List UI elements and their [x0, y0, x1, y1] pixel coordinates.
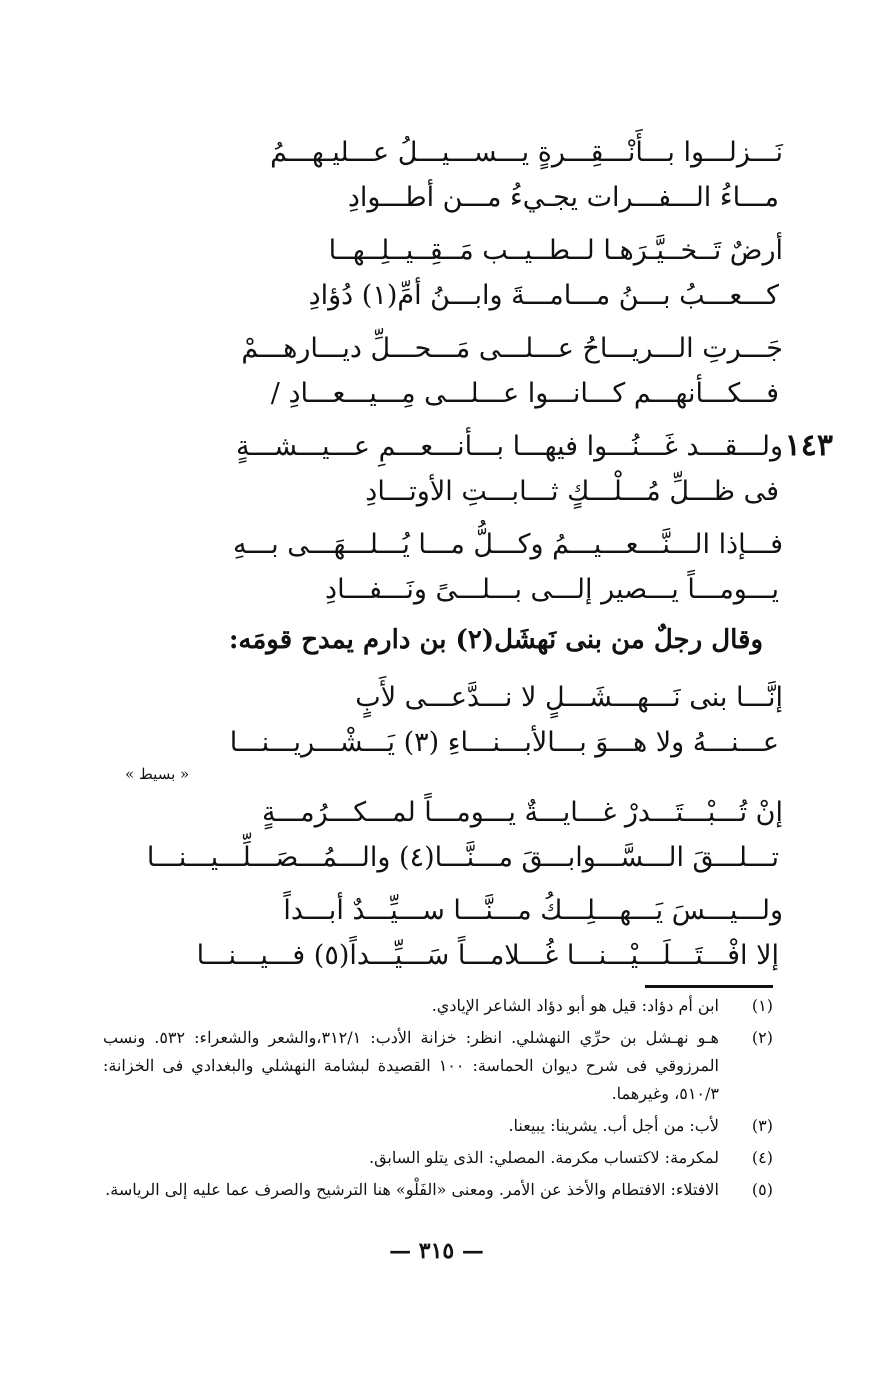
- verse-first-hemistich: أرضٌ تَــخــيَّـرَهـا لــطــيــب مَــقِــيــلِــهــا: [328, 235, 783, 266]
- footnote-number: (٣): [751, 1116, 773, 1135]
- footnote: [103, 992, 773, 1020]
- verse-first-hemistich: ولـــيـــسَ يَـــهـــلِـــكُ مـــنَّـــا ســـيِّـــدٌ أبـــداً: [283, 895, 783, 926]
- footnote-text: الافتلاء: الافتطام والأخذ عن الأمر. ومعنى «الفَلْو» هنا الترشيح والصرف عما عليه إلى الرياسة.: [105, 1180, 719, 1199]
- verse-first-hemistich: إنَّـــا بنى نَـــهـــشَـــلٍ لا نـــدَّعـــى لأَبٍ: [355, 682, 783, 713]
- verse-second-hemistich: كـــعـــبُ بـــنُ مـــامـــةَ وابـــنُ أمِّ(١) دُؤادِ: [308, 280, 779, 311]
- footnote-divider: [645, 985, 773, 988]
- footnote-text: هـو نهـشل بن حرِّي النهشلي. انظر: خزانة الأدب: ٣١٢/١،والشعر والشعراء: ٥٣٢. ونسب المرزوقي فى شرح ديوان الحماسة: ١٠٠ القصيدة لبشامة النهشلي والبغدادي فى الخزانة: ٥١٠/٣، وغيرهما.: [103, 1028, 719, 1103]
- verse-5: [183, 522, 783, 612]
- verse-first-hemistich: نَـــزلـــوا بـــأَنْـــقِـــرةٍ يـــســـيـــلُ عـــليـهـــمُ: [270, 137, 783, 168]
- page-number: — ٣١٥ —: [389, 1238, 484, 1264]
- footnote-text: لأب: من أجل أب. يشرينا: يبيعنا.: [508, 1116, 719, 1135]
- verse-first-hemistich: ولـــقـــد غَـــنُـــوا فيهـــا بـــأنـــعـــمِ عـــيـــشـــةٍ: [236, 431, 783, 462]
- verse-1: [183, 130, 783, 220]
- verse-second-hemistich: عـــنـــهُ ولا هـــوَ بـــالأبـــنـــاءِ (٣) يَـــشْـــريـــنـــا: [229, 727, 779, 758]
- verse-8: [183, 888, 783, 978]
- verse-6: [183, 675, 783, 765]
- footnote-number: (٥): [751, 1180, 773, 1199]
- verse-second-hemistich: يـــومـــاً يـــصير إلـــى بـــلـــىً ونَـــفـــادِ: [325, 574, 779, 605]
- verse-first-hemistich: فـــإذا الـــنَّـــعـــيـــمُ وكـــلُّ مـــا يُـــلـــهَـــى بـــهِ: [232, 529, 783, 560]
- verse-second-hemistich: إلا افْـــتَـــلَـــيْـــنـــا غُـــلامـــاً سَـــيِّـــداً(٥) فـــيـــنـــا: [196, 940, 779, 971]
- verse-4: [183, 424, 783, 514]
- verse-2: [183, 228, 783, 318]
- verse-second-hemistich: تـــلـــقَ الـــسَّـــوابـــقَ مـــنَّـــا(٤) والـــمُـــصَـــلِّـــيـــنـــا: [146, 842, 779, 873]
- meter-label: « بسيط »: [125, 765, 190, 783]
- verse-first-hemistich: إنْ تُـــبْـــتَـــدرْ غـــايـــةٌ يـــومـــاً لمـــكـــرُمـــةٍ: [261, 797, 783, 828]
- footnote: [103, 1176, 773, 1204]
- footnote-text: ابن أم دؤاد: قيل هو أبو دؤاد الشاعر الإيادي.: [431, 996, 719, 1015]
- footnote-number: (١): [751, 996, 773, 1015]
- verse-first-hemistich: جَـــرتِ الـــريـــاحُ عـــلـــى مَـــحـــلِّ ديـــارهـــمْ: [241, 333, 783, 364]
- footnote: [103, 1144, 773, 1172]
- verse-number: ١٤٣: [784, 428, 833, 463]
- footnote-number: (٤): [751, 1148, 773, 1167]
- footnote-text: لمكرمة: لاكتساب مكرمة. المصلي: الذى يتلو السابق.: [369, 1148, 719, 1167]
- verse-second-hemistich: فى ظـــلِّ مُـــلْـــكٍ ثـــابـــتِ الأوتـــادِ: [365, 476, 779, 507]
- footnote: [103, 1024, 773, 1108]
- verse-3: [183, 326, 783, 416]
- verse-second-hemistich: فـــكـــأنهـــم كـــانـــوا عـــلـــى مِـــيـــعـــادِ /: [270, 378, 779, 409]
- footnote: [103, 1112, 773, 1140]
- verse-7: [146, 790, 783, 880]
- footnote-number: (٢): [751, 1028, 773, 1047]
- verse-second-hemistich: مـــاءُ الـــفـــرات يجـيءُ مـــن أطـــوادِ: [347, 182, 779, 213]
- poem-introduction: وقال رجلٌ من بنى نَهشَل(٢) بن دارم يمدح قومَه:: [228, 625, 763, 655]
- footnotes: [103, 992, 773, 1208]
